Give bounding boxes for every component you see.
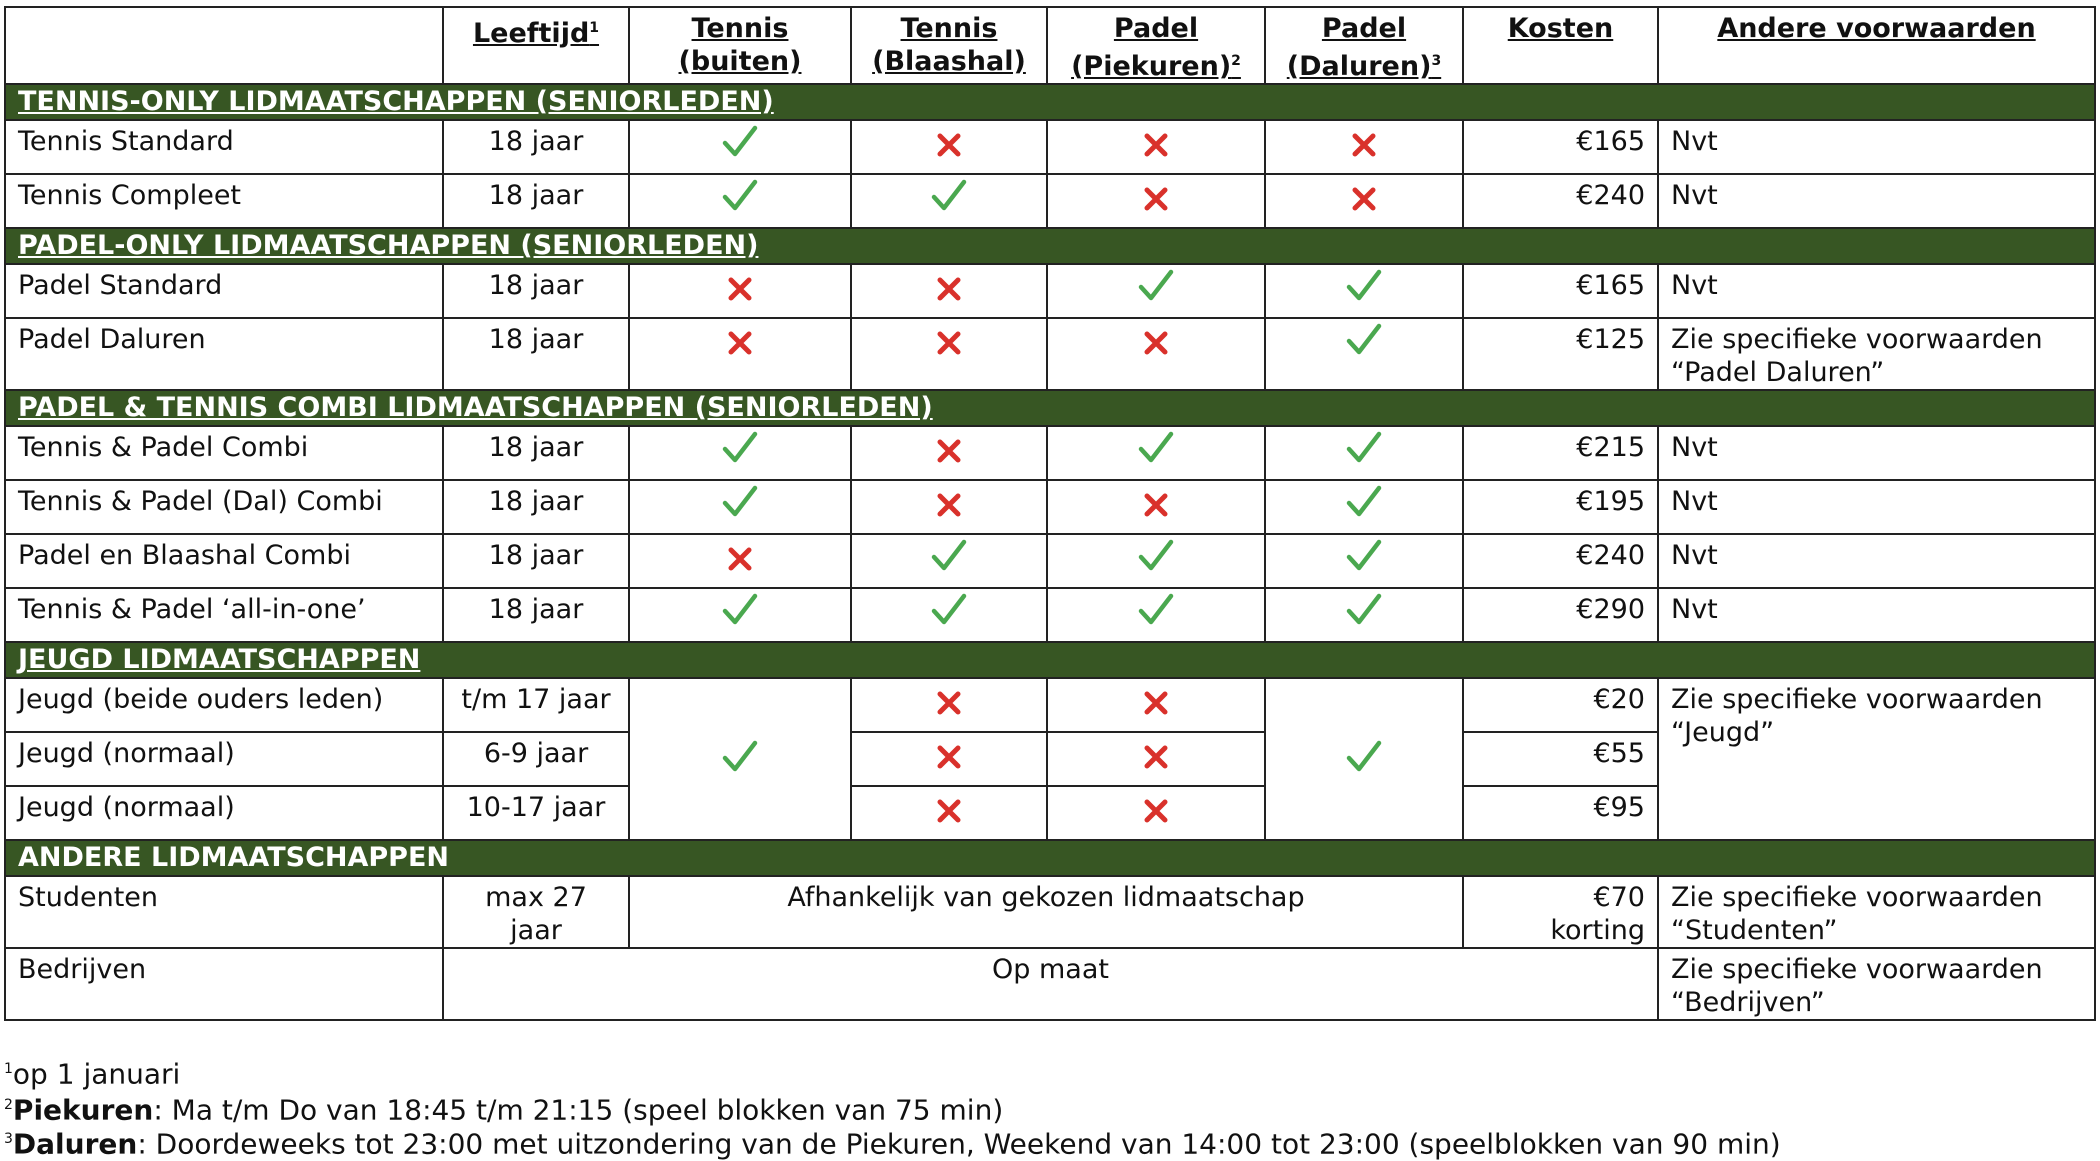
header-leeftijd	[443, 7, 629, 84]
check-icon	[1346, 431, 1382, 465]
row-age: 18 jaar	[443, 588, 629, 642]
check-icon	[1346, 593, 1382, 627]
check-icon	[1138, 269, 1174, 303]
row-age: 18 jaar	[443, 318, 629, 390]
table-row	[5, 264, 2095, 318]
table-row	[5, 426, 2095, 480]
cross-icon	[935, 125, 963, 159]
check-icon	[1346, 269, 1382, 303]
row-age: 10-17 jaar	[443, 786, 629, 840]
section-row	[5, 642, 2095, 678]
header-kosten: Kosten	[1463, 7, 1658, 84]
header-padel-dal-sup: 3	[1431, 53, 1442, 69]
row-other-l2: “Studenten”	[1671, 915, 1838, 946]
row-age: 18 jaar	[443, 534, 629, 588]
section-row	[5, 228, 2095, 264]
section-jeugd: JEUGD LIDMAATSCHAPPEN	[5, 642, 2095, 678]
header-padel-piek-l1: Padel	[1113, 13, 1199, 44]
row-other-l1: Zie specifieke voorwaarden	[1671, 684, 2043, 715]
row-name: Jeugd (normaal)	[5, 786, 443, 840]
footnote-3-sup: 3	[4, 1131, 13, 1147]
footnote-1-text: op 1 januari	[12, 1057, 181, 1091]
row-other-l1: Zie specifieke voorwaarden	[1671, 954, 2043, 985]
row-name: Bedrijven	[5, 948, 443, 1020]
cross-icon	[726, 539, 754, 573]
table-row	[5, 678, 2095, 732]
header-padel-piek-sup: 2	[1231, 53, 1241, 69]
membership-table	[4, 6, 2096, 1021]
footnote-2-text: : Ma t/m Do van 18:45 t/m 21:15 (speel blokken van 75 min)	[153, 1093, 1004, 1127]
row-other: Nvt	[1658, 174, 2095, 228]
check-icon	[722, 431, 758, 465]
check-icon	[722, 740, 758, 774]
cross-icon	[726, 323, 754, 357]
row-other: Nvt	[1658, 426, 2095, 480]
section-row	[5, 84, 2095, 120]
section-row	[5, 390, 2095, 426]
cross-icon	[1142, 683, 1170, 717]
table-row	[5, 948, 2095, 1020]
row-other	[1658, 876, 2095, 948]
row-cost: €165	[1463, 264, 1658, 318]
check-icon	[1346, 485, 1382, 519]
cross-icon	[726, 269, 754, 303]
cross-icon	[935, 737, 963, 771]
row-age-l1: max 27	[485, 882, 587, 913]
header-padel-dal-l2: (Daluren)	[1286, 51, 1432, 82]
section-padel-only: PADEL-ONLY LIDMAATSCHAPPEN (SENIORLEDEN)	[5, 228, 2095, 264]
table-row	[5, 534, 2095, 588]
check-icon	[1346, 323, 1382, 357]
cross-icon	[1350, 125, 1378, 159]
row-name: Tennis & Padel ‘all-in-one’	[5, 588, 443, 642]
section-andere: ANDERE LIDMAATSCHAPPEN	[5, 840, 2095, 876]
check-icon	[722, 485, 758, 519]
cross-icon	[935, 269, 963, 303]
row-other: Nvt	[1658, 120, 2095, 174]
row-name: Padel en Blaashal Combi	[5, 534, 443, 588]
cross-icon	[935, 485, 963, 519]
row-age: 6-9 jaar	[443, 732, 629, 786]
row-name: Tennis & Padel (Dal) Combi	[5, 480, 443, 534]
row-other-l2: “Bedrijven”	[1671, 987, 1825, 1018]
row-other	[1658, 318, 2095, 390]
row-cost: €290	[1463, 588, 1658, 642]
header-andere-voorwaarden: Andere voorwaarden	[1658, 7, 2095, 84]
footnote-3-term: Daluren	[12, 1127, 138, 1161]
row-other: Nvt	[1658, 480, 2095, 534]
row-cost: €215	[1463, 426, 1658, 480]
header-padel-piek-l2: (Piekuren)	[1071, 51, 1232, 82]
cross-icon	[1142, 179, 1170, 213]
check-icon	[722, 125, 758, 159]
row-name: Tennis Standard	[5, 120, 443, 174]
row-other-l2: “Padel Daluren”	[1671, 357, 1885, 388]
row-age: 18 jaar	[443, 120, 629, 174]
row-name: Padel Daluren	[5, 318, 443, 390]
row-cost-l1: €70	[1593, 882, 1645, 913]
row-cost: €95	[1463, 786, 1658, 840]
header-padel-dal-l1: Padel	[1321, 13, 1407, 44]
footnote-2-sup: 2	[4, 1097, 13, 1113]
check-icon	[1346, 740, 1382, 774]
cross-icon	[1142, 737, 1170, 771]
cross-icon	[935, 323, 963, 357]
header-empty	[5, 7, 443, 84]
row-cost: €240	[1463, 174, 1658, 228]
header-padel-daluren	[1265, 7, 1463, 84]
table-row	[5, 876, 2095, 948]
check-icon	[1138, 539, 1174, 573]
check-icon	[722, 179, 758, 213]
row-merged: Afhankelijk van gekozen lidmaatschap	[629, 876, 1463, 948]
check-icon	[722, 593, 758, 627]
row-other: Nvt	[1658, 264, 2095, 318]
row-age: 18 jaar	[443, 174, 629, 228]
footnote-2-term: Piekuren	[12, 1093, 154, 1127]
row-cost: €20	[1463, 678, 1658, 732]
header-leeftijd-label: Leeftijd	[472, 18, 590, 49]
row-cost	[1463, 876, 1658, 948]
footnote-3-text: : Doordeweeks tot 23:00 met uitzondering van de Piekuren, Weekend van 14:00 tot 23:00 (speelblokken van 90 min)	[137, 1127, 1781, 1161]
row-cost: €240	[1463, 534, 1658, 588]
check-icon	[1138, 593, 1174, 627]
row-name: Studenten	[5, 876, 443, 948]
row-age: 18 jaar	[443, 480, 629, 534]
row-name: Jeugd (beide ouders leden)	[5, 678, 443, 732]
row-name: Tennis & Padel Combi	[5, 426, 443, 480]
footnote-1-sup: 1	[4, 1061, 13, 1077]
table-row	[5, 480, 2095, 534]
row-name: Tennis Compleet	[5, 174, 443, 228]
row-other-l1: Zie specifieke voorwaarden	[1671, 882, 2043, 913]
row-other: Nvt	[1658, 534, 2095, 588]
section-combi: PADEL & TENNIS COMBI LIDMAATSCHAPPEN (SENIORLEDEN)	[5, 390, 2095, 426]
cross-icon	[1142, 791, 1170, 825]
header-tennis-blaashal-l2: (Blaashal)	[872, 46, 1026, 77]
table-row	[5, 120, 2095, 174]
check-icon	[931, 539, 967, 573]
check-icon	[1138, 431, 1174, 465]
header-tennis-blaashal	[851, 7, 1047, 84]
row-cost: €195	[1463, 480, 1658, 534]
table-row	[5, 318, 2095, 390]
cross-icon	[1142, 485, 1170, 519]
footnote-1	[4, 1052, 180, 1091]
cross-icon	[935, 431, 963, 465]
cross-icon	[935, 791, 963, 825]
cross-icon	[1142, 125, 1170, 159]
row-other	[1658, 678, 2095, 840]
table-row	[5, 174, 2095, 228]
row-cost: €165	[1463, 120, 1658, 174]
row-age: 18 jaar	[443, 264, 629, 318]
row-cost: €125	[1463, 318, 1658, 390]
cross-icon	[935, 683, 963, 717]
check-icon	[1346, 539, 1382, 573]
cross-icon	[1142, 323, 1170, 357]
cross-icon	[1350, 179, 1378, 213]
header-tennis-buiten-l2: (buiten)	[678, 46, 802, 77]
section-tennis-only: TENNIS-ONLY LIDMAATSCHAPPEN (SENIORLEDEN)	[5, 84, 2095, 120]
row-cost: €55	[1463, 732, 1658, 786]
check-icon	[931, 179, 967, 213]
header-leeftijd-sup: 1	[589, 20, 600, 36]
header-row	[5, 7, 2095, 84]
row-age-l2: jaar	[510, 915, 562, 946]
header-tennis-buiten-l1: Tennis	[691, 13, 789, 44]
row-age	[443, 876, 629, 948]
header-tennis-blaashal-l1: Tennis	[900, 13, 998, 44]
row-name: Jeugd (normaal)	[5, 732, 443, 786]
row-age: t/m 17 jaar	[443, 678, 629, 732]
header-padel-piekuren	[1047, 7, 1265, 84]
row-cost-l2: korting	[1550, 915, 1645, 946]
row-name: Padel Standard	[5, 264, 443, 318]
table-row	[5, 588, 2095, 642]
row-other: Nvt	[1658, 588, 2095, 642]
row-merged: Op maat	[443, 948, 1658, 1020]
row-age: 18 jaar	[443, 426, 629, 480]
row-other-l1: Zie specifieke voorwaarden	[1671, 324, 2043, 355]
footnote-3	[4, 1122, 1781, 1161]
header-tennis-buiten	[629, 7, 851, 84]
row-other	[1658, 948, 2095, 1020]
check-icon	[931, 593, 967, 627]
row-other-l2: “Jeugd”	[1671, 717, 1775, 748]
section-row	[5, 840, 2095, 876]
